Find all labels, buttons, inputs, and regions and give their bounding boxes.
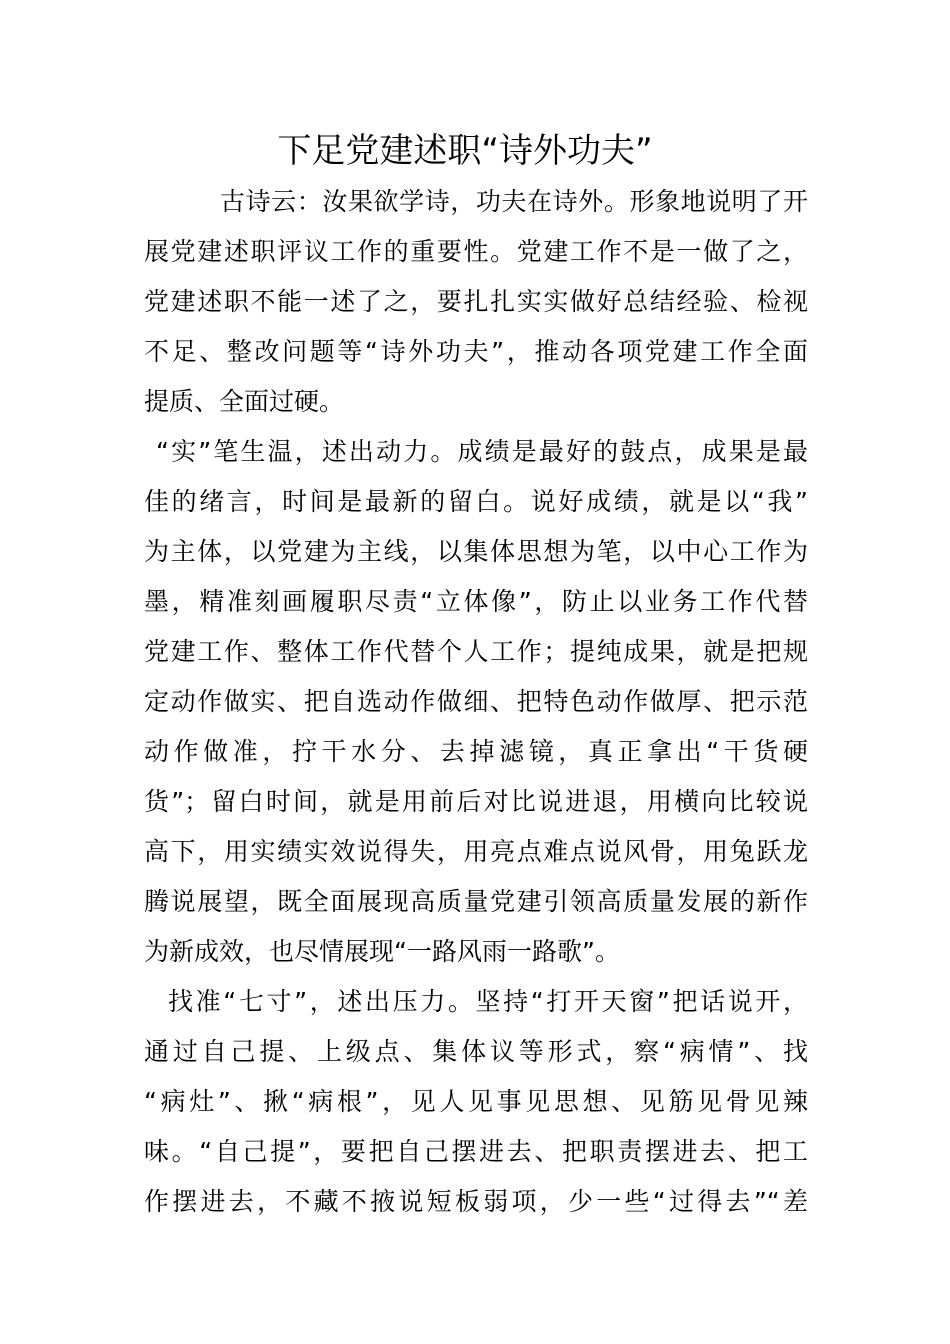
paragraph-line: 找准“七寸”，述出压力。坚持“打开天窗”把话说开， (168, 987, 808, 1016)
paragraph-line: “病灶”、揪“病根”，见人见事见思想、见筋见骨见辣 (144, 1087, 808, 1116)
paragraph-line: 味。“自己提”，要把自己摆进去、把职责摆进去、把工 (144, 1137, 808, 1166)
paragraph-line: 墨，精准刻画履职尽责“立体像”，防止以业务工作代替 (144, 587, 808, 616)
paragraph-line: 党建述职不能一述了之，要扎扎实实做好总结经验、检视 (144, 287, 808, 316)
paragraph-line: 动作做准，拧干水分、去掉滤镜，真正拿出“干货硬 (144, 737, 808, 766)
paragraph-line: 作摆进去，不藏不掖说短板弱项，少一些“过得去”“差 (144, 1187, 808, 1216)
paragraph-line: 佳的绪言，时间是最新的留白。说好成绩，就是以“我” (144, 487, 808, 516)
document-body (144, 177, 808, 1227)
paragraph-line: “实”笔生温，述出动力。成绩是最好的鼓点，成果是最 (156, 437, 808, 466)
paragraph-line: 为新成效，也尽情展现“一路风雨一路歌”。 (144, 937, 620, 966)
paragraph-line: 展党建述职评议工作的重要性。党建工作不是一做了之， (144, 237, 808, 266)
paragraph-line: 党建工作、整体工作代替个人工作；提纯成果，就是把规 (144, 637, 808, 666)
paragraph-line: 为主体，以党建为主线，以集体思想为笔，以中心工作为 (144, 537, 808, 566)
paragraph-line: 定动作做实、把自选动作做细、把特色动作做厚、把示范 (144, 687, 808, 716)
paragraph-line: 高下，用实绩实效说得失，用亮点难点说风骨，用兔跃龙 (144, 837, 808, 866)
paragraph-line: 提质、全面过硬。 (144, 387, 345, 416)
document-title: 下足党建述职“诗外功夫” (277, 131, 653, 171)
paragraph-line: 货”；留白时间，就是用前后对比说进退，用横向比较说 (144, 787, 808, 816)
paragraph-line: 古诗云：汝果欲学诗，功夫在诗外。形象地说明了开 (220, 187, 808, 216)
paragraph-line: 腾说展望，既全面展现高质量党建引领高质量发展的新作 (144, 887, 808, 916)
paragraph-line: 不足、整改问题等“诗外功夫”，推动各项党建工作全面 (144, 337, 808, 366)
paragraph-line: 通过自己提、上级点、集体议等形式，察“病情”、找 (144, 1037, 808, 1066)
